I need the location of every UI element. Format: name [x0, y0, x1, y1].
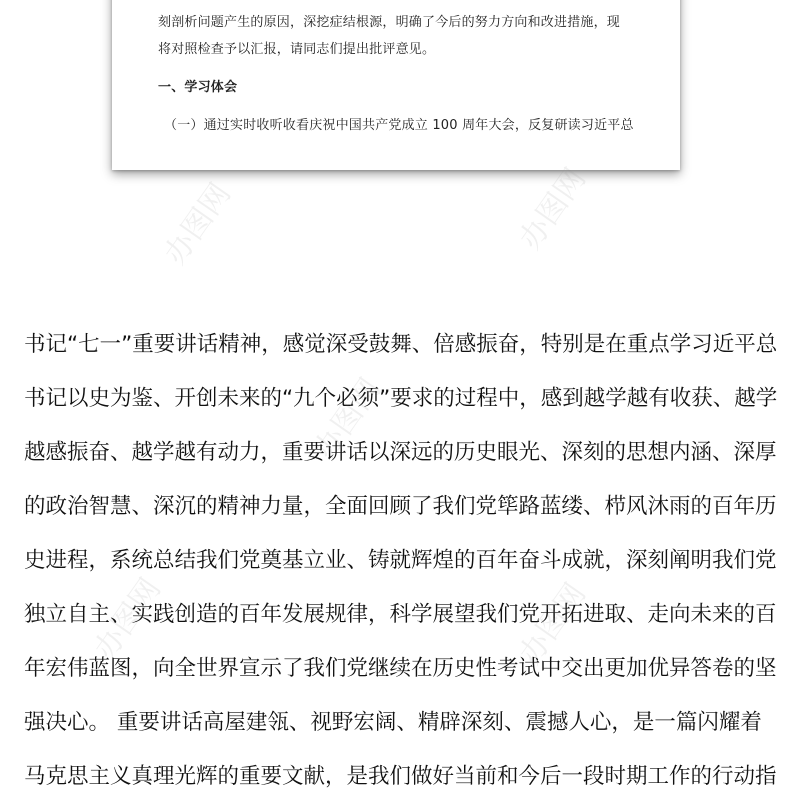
body-line: 马克思主义真理光辉的重要文献，是我们做好当前和今后一段时期工作的行动指: [24, 764, 777, 789]
card-text-line: 将对照检查予以汇报，请同志们提出批评意见。: [158, 42, 436, 57]
watermark: 办图网: [512, 162, 594, 256]
body-line: 史进程，系统总结我们党奠基立业、铸就辉煌的百年奋斗成就，深刻阐明我们党: [24, 548, 777, 573]
document-preview-card: [112, 0, 680, 170]
section-heading: 一、学习体会: [158, 80, 238, 95]
body-line: 独立自主、实践创造的百年发展规律，科学展望我们党开拓进取、走向未来的百: [24, 602, 777, 627]
body-line: 越感振奋、越学越有动力，重要讲话以深远的历史眼光、深刻的思想内涵、深厚: [24, 440, 777, 465]
body-line: 强决心。 重要讲话高屋建瓴、视野宏阔、精辟深刻、震撼人心，是一篇闪耀着: [24, 710, 762, 735]
subsection-line: （一）通过实时收听收看庆祝中国共产党成立 100 周年大会，反复研读习近平总: [164, 118, 634, 133]
body-line: 书记“七一”重要讲话精神，感觉深受鼓舞、倍感振奋，特别是在重点学习近平总: [24, 332, 778, 357]
body-line: 年宏伟蓝图，向全世界宣示了我们党继续在历史性考试中交出更加优异答卷的坚: [24, 656, 777, 681]
watermark: 办图网: [157, 177, 239, 271]
body-line: 书记以史为鉴、开创未来的“九个必须”要求的过程中，感到越学越有收获、越学: [24, 386, 778, 411]
body-line: 的政治智慧、深沉的精神力量，全面回顾了我们党筚路蓝缕、栉风沐雨的百年历: [24, 494, 777, 519]
watermark: 办图网: [87, 572, 169, 666]
watermark: 办图网: [512, 577, 594, 671]
body-paragraph: [24, 318, 784, 804]
card-text-line: 刻剖析问题产生的原因，深挖症结根源，明确了今后的努力方向和改进措施，现: [158, 15, 621, 30]
watermark: 办图网: [307, 372, 389, 466]
